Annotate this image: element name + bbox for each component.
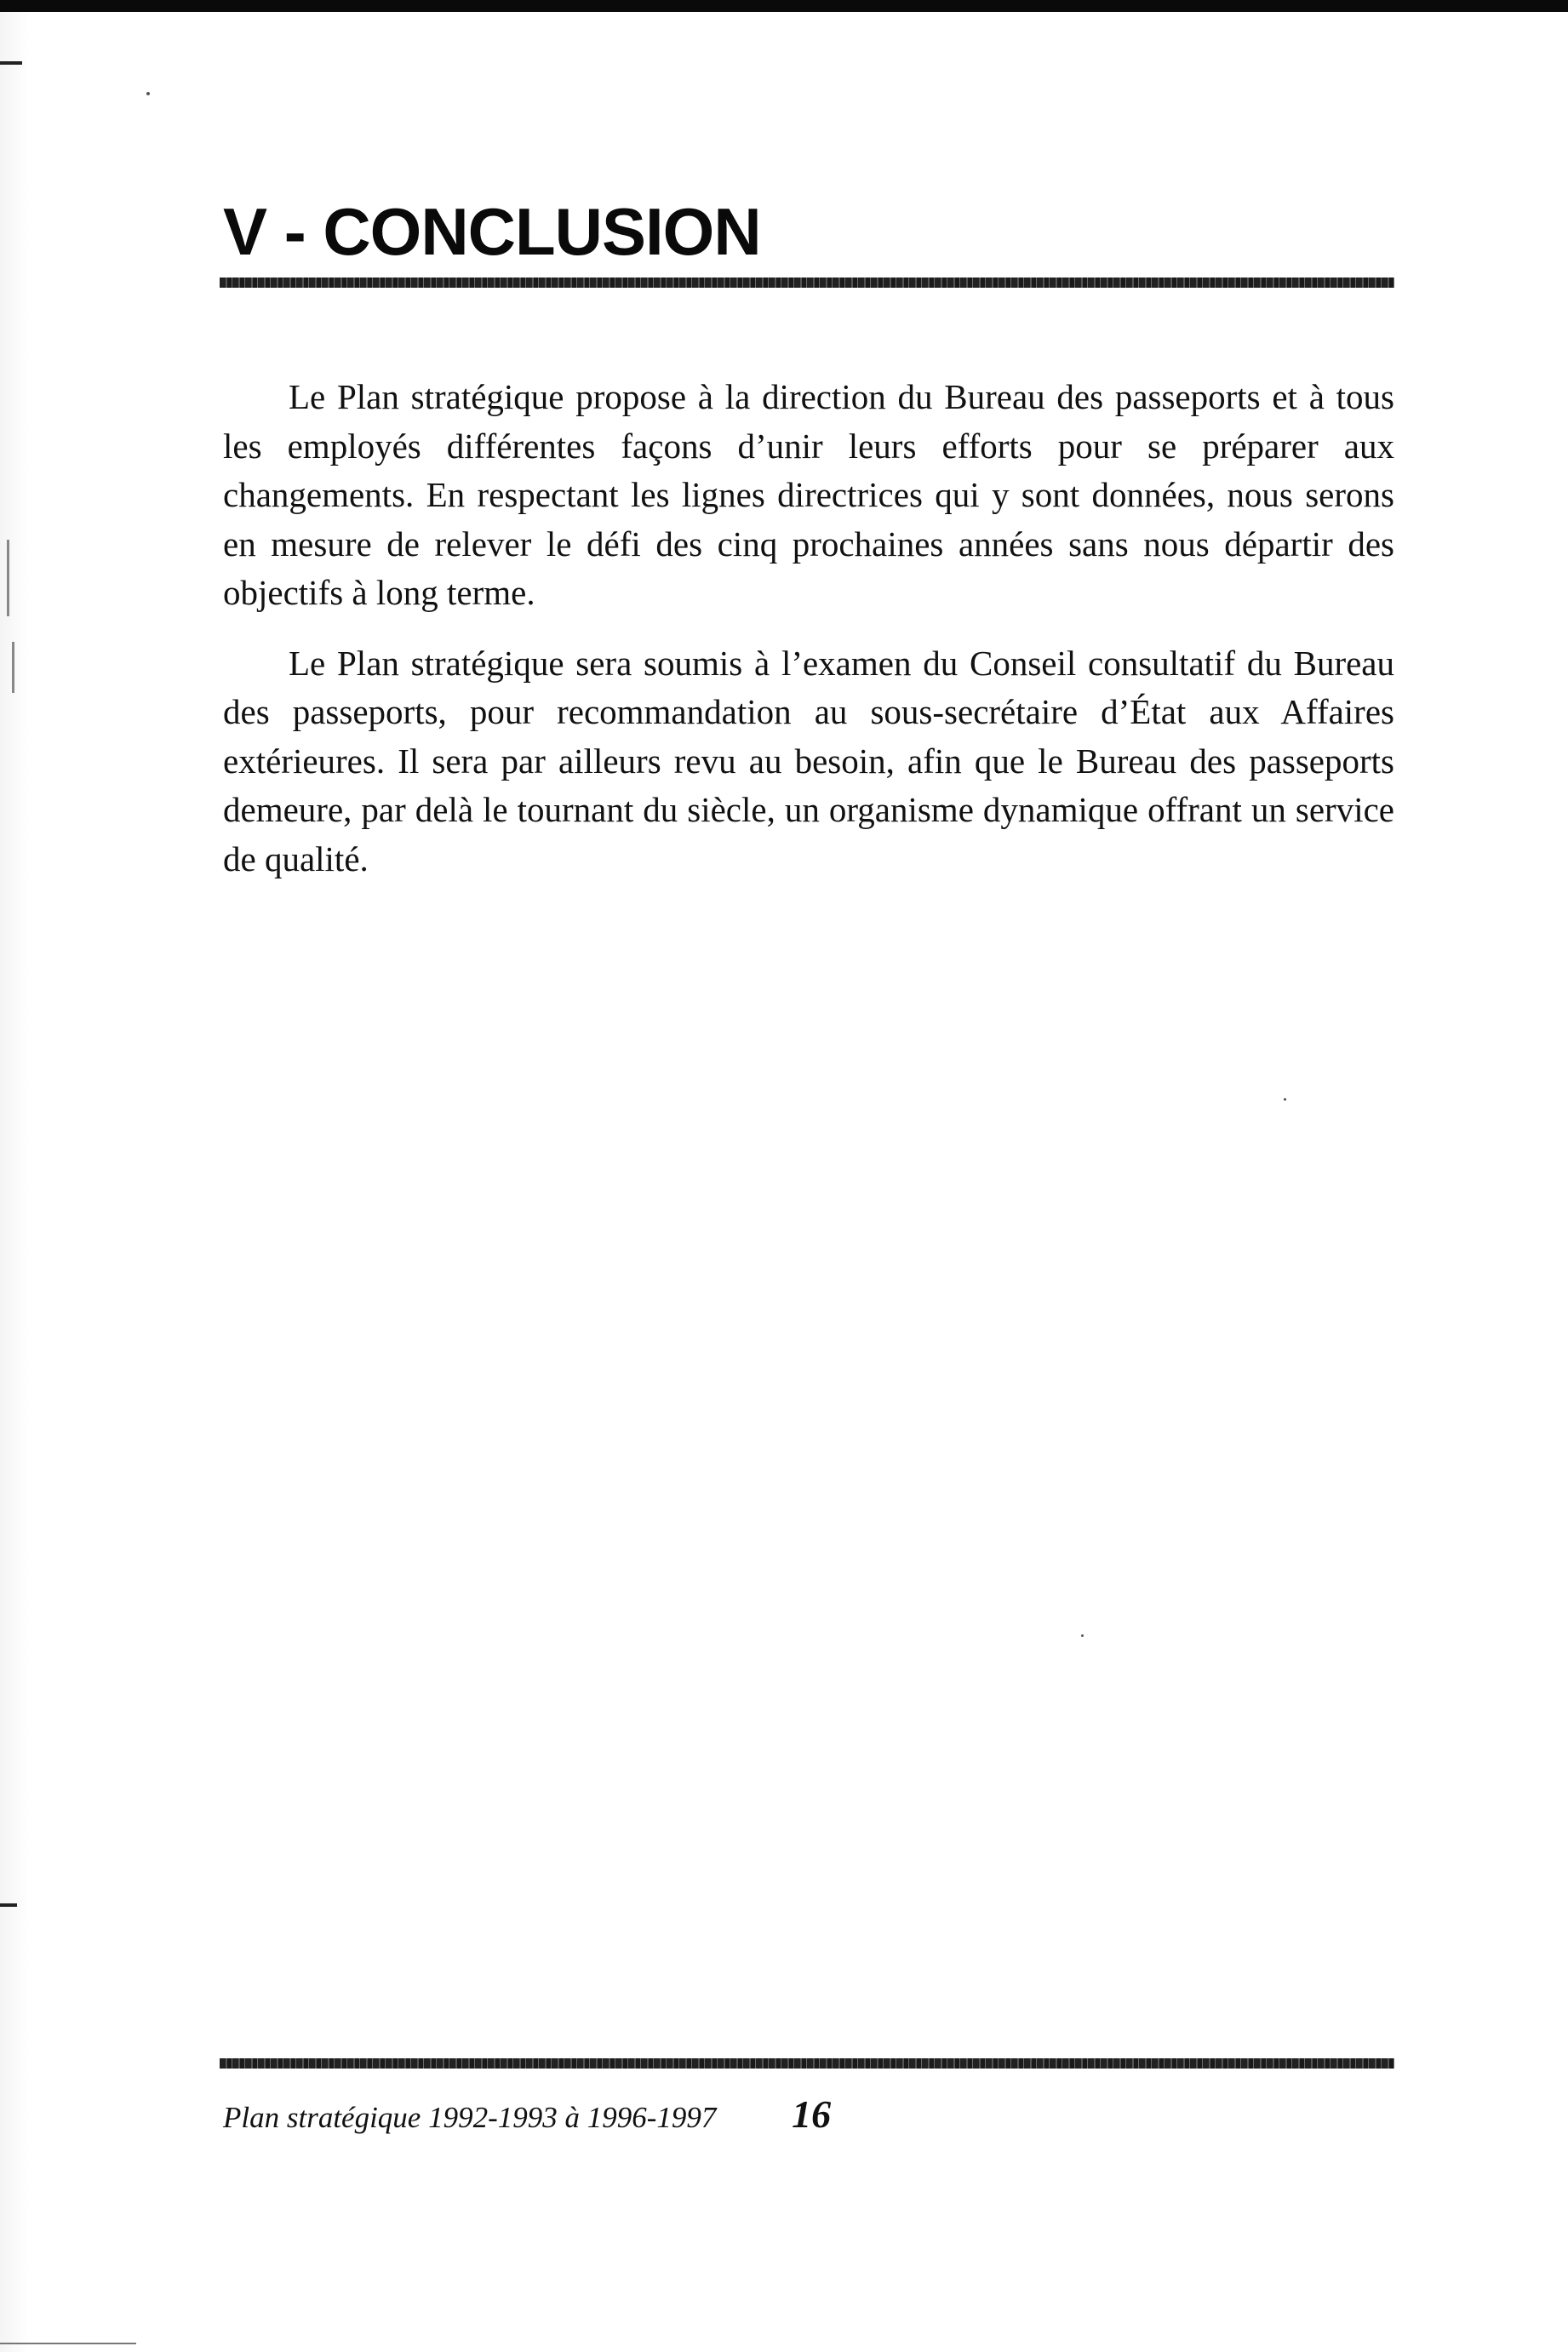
footer-rule: [220, 2058, 1394, 2069]
scan-speck: [1284, 1098, 1286, 1101]
paragraph: Le Plan stratégique propose à la direction du Bureau des passeports et à tous les employés différentes façons d’unir leurs efforts pour se préparer aux changements. En respectant les lignes directrices qui y sont données, nous serons en mesure de relever le défi des cinq prochaines années sans nous départir des objectifs à long terme.: [223, 377, 1394, 612]
scan-left-edge: [0, 12, 29, 2352]
paragraph: Le Plan stratégique sera soumis à l’examen du Conseil consultatif du Bureau des passeports, pour recommandation au sous-secrétaire d’État aux Affaires extérieures. Il sera par ailleurs revu au besoin, afin que le Bureau des passeports demeure, par delà le tournant du siècle, un organisme dynamique offrant un service de qualité.: [223, 643, 1394, 878]
body-text: [223, 373, 1394, 905]
scan-speck: [1081, 1634, 1084, 1637]
scan-edge-speck: [7, 540, 9, 616]
scan-speck: [146, 92, 150, 95]
scan-top-border: [0, 0, 1568, 12]
scan-edge-mark: [0, 1903, 17, 1907]
page-number: 16: [792, 2092, 832, 2136]
footer-document-title: Plan stratégique 1992-1993 à 1996-1997: [223, 2101, 717, 2134]
page-title: V - CONCLUSION: [223, 194, 761, 269]
title-rule: [220, 278, 1394, 288]
page-footer: [223, 2089, 831, 2143]
scan-edge-speck: [12, 642, 14, 693]
scan-bottom-line: [0, 2343, 136, 2344]
scan-edge-mark: [0, 61, 22, 65]
